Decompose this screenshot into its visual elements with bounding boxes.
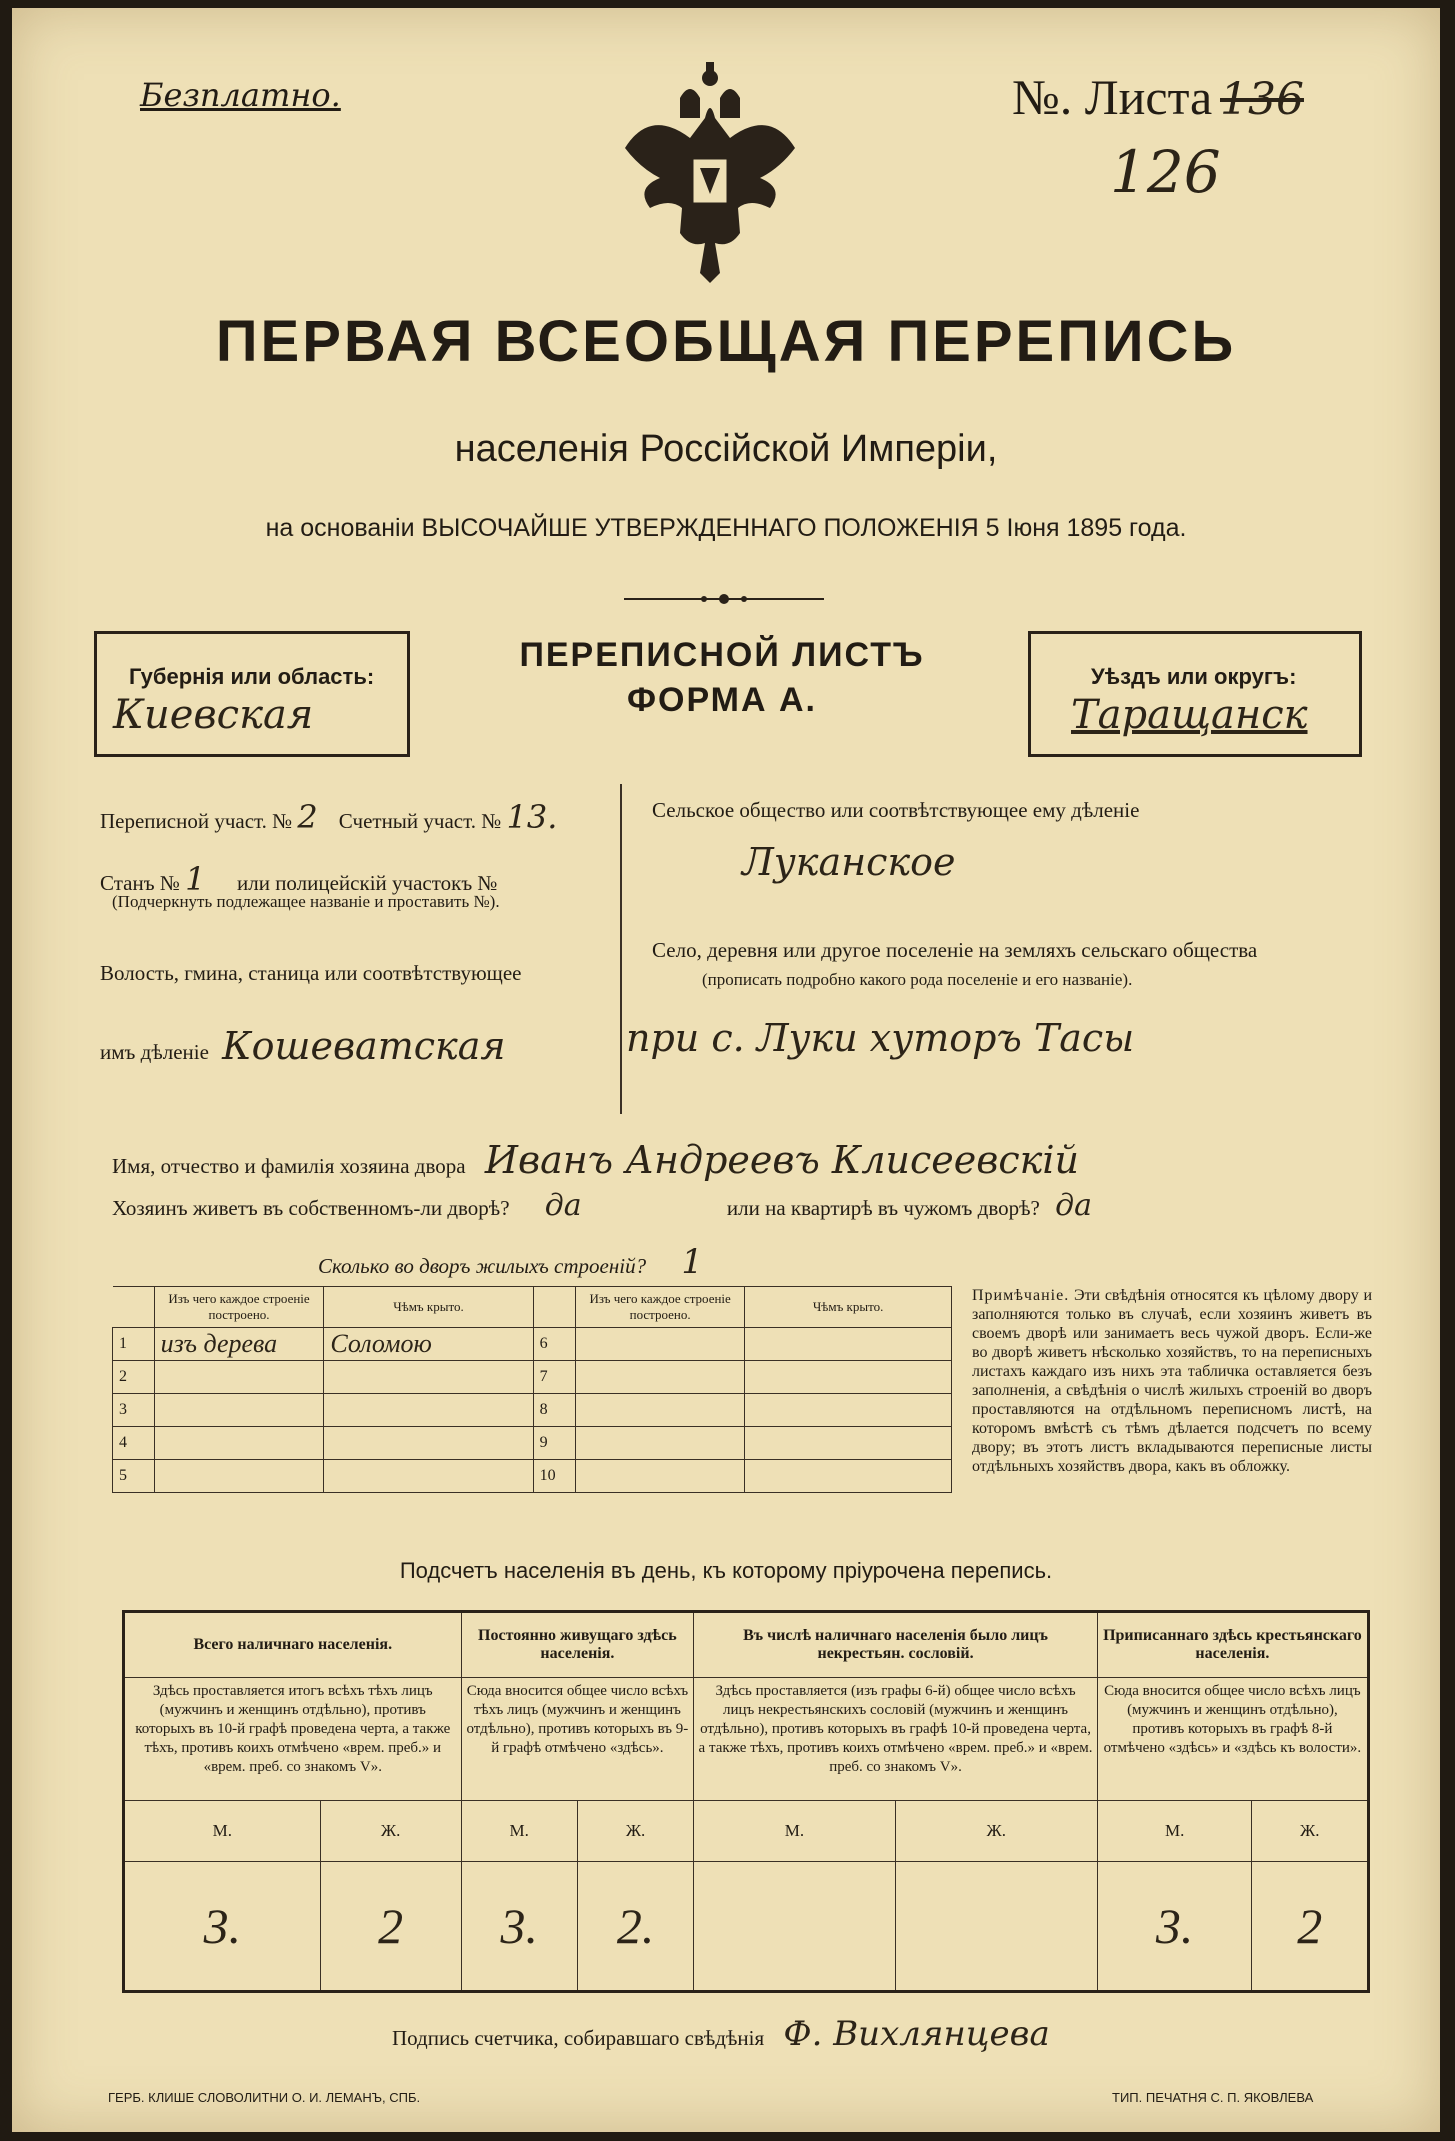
row-roof <box>324 1394 533 1427</box>
row-material: изъ дерева <box>154 1328 324 1361</box>
volost-value: Кошеватская <box>222 1024 506 1068</box>
female-label: Ж. <box>1252 1801 1369 1862</box>
note-title: Примѣчаніе. <box>972 1287 1070 1304</box>
row-roof <box>745 1328 952 1361</box>
pop-header-non-peasant: Въ числѣ наличнаго населенія было лицъ некрестьян. сословій. <box>694 1612 1098 1678</box>
volost-label: Волость, гмина, станица или соотвѣтствующее <box>100 961 522 985</box>
count-area-label: Счетный участ. № <box>338 809 502 833</box>
buildings-value: 1 <box>681 1242 704 1282</box>
male-label: М. <box>124 1801 321 1862</box>
volost-line <box>100 1024 506 1068</box>
permanent-female-value: 2. <box>577 1862 693 1992</box>
peasant-male-value: 3. <box>1097 1862 1252 1992</box>
row-material <box>576 1361 745 1394</box>
note-text: Эти свѣдѣнія относятся къ цѣлому двору и заполняются только въ случаѣ, если хозяинъ живетъ въ своемъ дворѣ или занимаетъ весь чужой дворъ. Если-же во дворѣ живетъ нѣсколько хозяйствъ, то на переписныхъ листахъ каждаго изъ нихъ эта табличка оставляется безъ заполненія, а свѣдѣнія о числѣ жилыхъ строеній во дворъ проставляются на отдѣльномъ переписномъ листѣ, на которомъ вмѣстѣ съ тѣмъ дѣлается подсчетъ по всему двору; въ этотъ листъ вкладываются переписные листы отдѣльныхъ хозяйствъ двора, какъ въ обложку. <box>972 1287 1373 1475</box>
census-area-line <box>100 798 557 836</box>
roof-header-left: Чѣмъ крыто. <box>324 1287 533 1328</box>
row-roof: Соломою <box>324 1328 533 1361</box>
roof-header-right: Чѣмъ крыто. <box>745 1287 952 1328</box>
district-label: Уѣздъ или округъ: <box>1091 664 1297 689</box>
buildings-label: Сколько во дворъ жилыхъ строеній? <box>318 1254 647 1278</box>
sheet-number-handwritten: 126 <box>1110 138 1221 206</box>
num-header-right <box>533 1287 575 1328</box>
list-number-label: №. Листа <box>1012 69 1213 125</box>
underline-note: (Подчеркнуть подлежащее названіе и проставить №). <box>112 892 500 911</box>
footer-left: ГЕРБ. КЛИШЕ СЛОВОЛИТНИ О. И. ЛЕМАНЪ, СПБ. <box>108 2090 421 2105</box>
page-title: ПЕРВАЯ ВСЕОБЩАЯ ПЕРЕПИСЬ <box>215 309 1237 374</box>
count-area-value: 13. <box>506 798 558 836</box>
row-num: 5 <box>113 1460 155 1493</box>
row-material <box>154 1460 324 1493</box>
peasant-female-value: 2 <box>1252 1862 1369 1992</box>
male-label: М. <box>461 1801 577 1862</box>
volost-label-2: имъ дѣленіе <box>100 1040 209 1064</box>
buildings-line <box>318 1242 703 1282</box>
society-label: Сельское общество или соотвѣтствующее ему дѣленіе <box>652 798 1140 822</box>
row-material <box>154 1394 324 1427</box>
row-material <box>576 1427 745 1460</box>
census-area-value: 2 <box>297 798 318 836</box>
table-row <box>113 1427 952 1460</box>
row-num: 3 <box>113 1394 155 1427</box>
material-header-right: Изъ чего каждое строеніе построено. <box>576 1287 745 1328</box>
row-roof <box>324 1460 533 1493</box>
buildings-table <box>112 1286 952 1493</box>
owner-own-label: Хозяинъ живетъ въ собственномъ-ли дворѣ? <box>112 1196 510 1220</box>
pop-header-permanent: Постоянно живущаго здѣсь населенія. <box>461 1612 694 1678</box>
num-header <box>113 1287 155 1328</box>
owner-name-label: Имя, отчество и фамилія хозяина двора <box>112 1154 466 1178</box>
population-table <box>122 1610 1370 1993</box>
row-material <box>576 1460 745 1493</box>
form-letter: ФОРМА А. <box>626 681 818 719</box>
pop-header-total: Всего наличнаго населенія. <box>124 1612 462 1678</box>
non-peasant-female-value <box>895 1862 1097 1992</box>
page-subtitle: населенія Россійской Имперіи, <box>454 428 998 470</box>
village-value: при с. Луки хуторъ Тасы <box>626 1016 1135 1060</box>
row-num: 9 <box>533 1427 575 1460</box>
row-roof <box>745 1427 952 1460</box>
census-area-label: Переписной участ. № <box>100 809 293 833</box>
pop-desc-total: Здѣсь проставляется итогъ всѣхъ тѣхъ лицъ (мужчинъ и женщинъ отдѣльно), противъ которыхъ въ 10-й графѣ проведена черта, а также тѣхъ, противъ коихъ отмѣчено «врем. преб.» и «врем. преб. со знакомъ V». <box>124 1678 462 1801</box>
province-label: Губернія или область: <box>129 664 375 689</box>
table-row <box>113 1394 952 1427</box>
column-divider <box>620 784 622 1114</box>
row-roof <box>745 1361 952 1394</box>
owner-rent-value: да <box>1055 1188 1092 1223</box>
district-box <box>1028 631 1362 757</box>
village-label: Село, деревня или другое поселеніе на земляхъ сельскаго общества <box>652 938 1258 962</box>
female-label: Ж. <box>577 1801 693 1862</box>
male-label: М. <box>694 1801 895 1862</box>
stan-value: 1 <box>185 860 206 898</box>
form-title: ПЕРЕПИСНОЙ ЛИСТЪ <box>519 636 925 674</box>
footer-right: ТИП. ПЕЧАТНЯ С. П. ЯКОВЛЕВА <box>1112 2090 1314 2105</box>
row-roof <box>324 1427 533 1460</box>
material-header-left: Изъ чего каждое строеніе построено. <box>154 1287 324 1328</box>
district-value: Таращанск <box>1071 692 1308 738</box>
stan-label: Станъ № <box>100 871 180 895</box>
table-row <box>113 1328 952 1361</box>
row-roof <box>745 1460 952 1493</box>
row-num: 2 <box>113 1361 155 1394</box>
owner-name-line <box>112 1138 1079 1182</box>
signature-line <box>392 2014 1050 2054</box>
owner-own-value: да <box>544 1188 582 1223</box>
free-label: Безплатно. <box>140 76 341 114</box>
village-note: (прописать подробно какого рода поселеніе и его названіе). <box>702 970 1133 989</box>
permanent-male-value: 3. <box>461 1862 577 1992</box>
row-roof <box>745 1394 952 1427</box>
owner-name-value: Иванъ Андреевъ Клисеевскій <box>484 1138 1079 1182</box>
row-num: 4 <box>113 1427 155 1460</box>
list-number-value: 136 <box>1220 74 1304 125</box>
row-num: 10 <box>533 1460 575 1493</box>
row-material <box>576 1394 745 1427</box>
row-material <box>576 1328 745 1361</box>
row-num: 1 <box>113 1328 155 1361</box>
pop-desc-peasant: Сюда вносится общее число всѣхъ лицъ (мужчинъ и женщинъ отдѣльно), противъ которыхъ въ графѣ 8-й отмѣчено «здѣсь» и «здѣсь къ волости». <box>1097 1678 1368 1801</box>
population-title: Подсчетъ населенія въ день, къ которому пріурочена перепись. <box>399 1558 1053 1583</box>
legal-basis: на основаніи ВЫСОЧАЙШЕ УТВЕРЖДЕННАГО ПОЛОЖЕНІЯ 5 Іюня 1895 года. <box>265 514 1187 542</box>
row-material <box>154 1427 324 1460</box>
total-female-value: 2 <box>320 1862 461 1992</box>
table-row <box>113 1460 952 1493</box>
row-roof <box>324 1361 533 1394</box>
pop-header-peasant: Приписаннаго здѣсь крестьянскаго населенія. <box>1097 1612 1368 1678</box>
row-num: 8 <box>533 1394 575 1427</box>
pop-desc-permanent: Сюда вносится общее число всѣхъ тѣхъ лицъ (мужчинъ и женщинъ отдѣльно), противъ которыхъ въ 9-й графѣ отмѣчено «здѣсь». <box>461 1678 694 1801</box>
society-value: Луканское <box>742 840 956 884</box>
row-num: 7 <box>533 1361 575 1394</box>
female-label: Ж. <box>895 1801 1097 1862</box>
row-num: 6 <box>533 1328 575 1361</box>
province-box <box>94 631 410 757</box>
male-label: М. <box>1097 1801 1252 1862</box>
non-peasant-male-value <box>694 1862 895 1992</box>
signature-label: Подпись счетчика, собиравшаго свѣдѣнія <box>392 2026 765 2050</box>
census-sheet <box>12 8 1440 2132</box>
total-male-value: 3. <box>124 1862 321 1992</box>
pop-desc-non-peasant: Здѣсь проставляется (изъ графы 6-й) общее число всѣхъ лицъ некрестьянскихъ сословій (мужчинъ и женщинъ отдѣльно), противъ которыхъ въ графѣ 10-й проведена черта, а также тѣхъ, противъ коихъ отмѣчено «врем. преб.» и «врем. преб. со знакомъ V». <box>694 1678 1098 1801</box>
row-material <box>154 1361 324 1394</box>
imperial-eagle-emblem <box>620 58 800 288</box>
table-row <box>113 1361 952 1394</box>
note-block <box>972 1286 1372 1476</box>
ornament-divider <box>624 592 824 606</box>
form-title-block <box>422 636 1022 720</box>
province-value: Киевская <box>113 692 314 738</box>
owner-rent-label: или на квартирѣ въ чужомъ дворѣ? <box>726 1196 1040 1220</box>
police-area-label: или полицейскій участокъ № <box>236 871 498 895</box>
owner-own-line <box>112 1188 1092 1223</box>
female-label: Ж. <box>320 1801 461 1862</box>
signature-value: Ф. Вихлянцева <box>783 2014 1050 2054</box>
